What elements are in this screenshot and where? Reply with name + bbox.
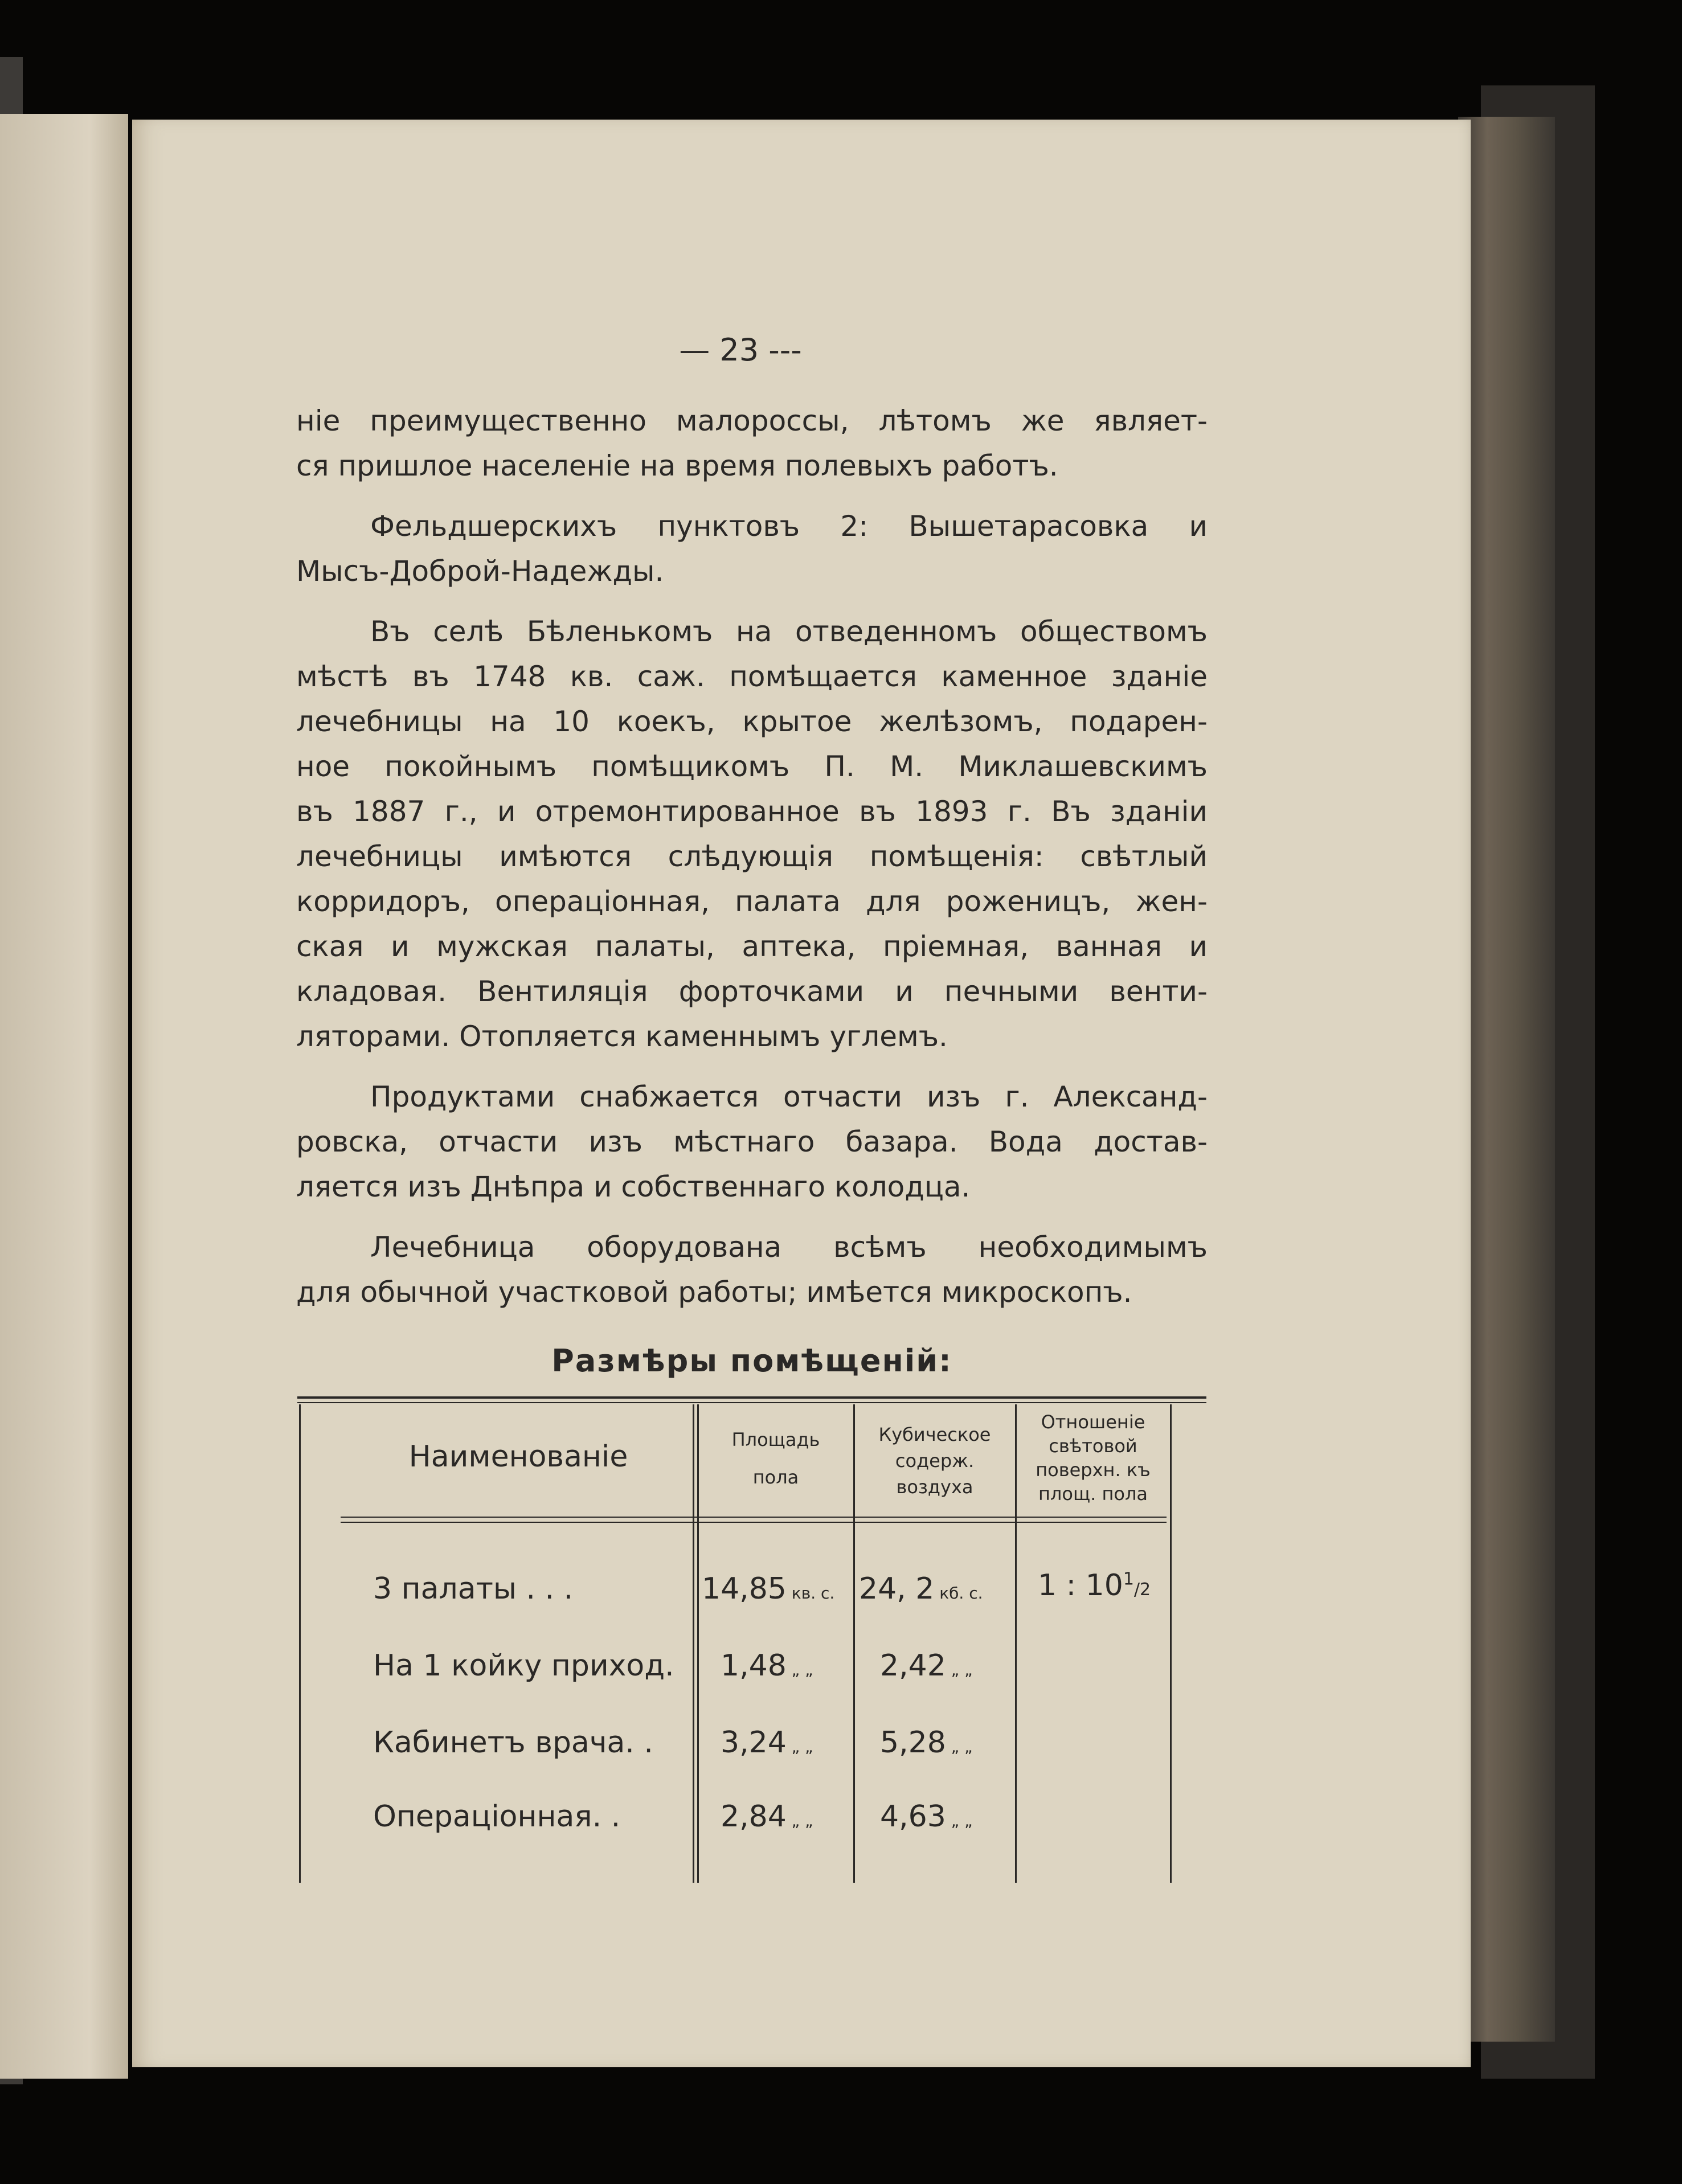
volume-unit: „ „ [946, 1738, 973, 1756]
column-divider [1170, 1404, 1172, 1883]
volume-value: 24, 2 [859, 1572, 935, 1606]
column-divider [693, 1404, 694, 1883]
column-divider [697, 1404, 699, 1883]
table-rule [297, 1396, 1206, 1399]
text-line: лечебницы имѣются слѣдующія помѣщенія: свѣтлый [296, 840, 1208, 873]
text-line: Фельдшерскихъ пунктовъ 2: Вышетарасовка и [370, 510, 1208, 543]
text-line: ровска, отчасти изъ мѣстнаго базара. Вода достав- [296, 1125, 1208, 1158]
column-divider [1015, 1404, 1017, 1883]
row-area [721, 1649, 813, 1683]
text-line: лечебницы на 10 коекъ, крытое желѣзомъ, подарен- [296, 705, 1208, 738]
row-area [721, 1800, 813, 1834]
area-value: 14,85 [702, 1572, 787, 1606]
text-line: для обычной участковой работы; имѣется микроскопъ. [296, 1276, 1132, 1309]
row-name: Кабинетъ врача. . [373, 1726, 653, 1760]
area-unit: „ „ [786, 1812, 813, 1830]
row-name: Операціонная. . [373, 1800, 621, 1834]
text-line: мѣстѣ въ 1748 кв. саж. помѣщается каменное зданіе [296, 660, 1208, 693]
page-block-edges [1458, 117, 1555, 2042]
text-line: Мысъ-Доброй-Надежды. [296, 555, 664, 588]
table-title: Размѣры помѣщеній: [551, 1343, 952, 1379]
header-ratio-line: свѣтовой [1049, 1435, 1137, 1457]
area-unit: „ „ [786, 1738, 813, 1756]
text-line: ская и мужская палаты, аптека, пріемная, ванная и [296, 930, 1208, 963]
volume-value: 5,28 [880, 1726, 946, 1760]
text-line: ніе преимущественно малороссы, лѣтомъ же являет- [296, 404, 1208, 437]
ratio-sub: /2 [1133, 1580, 1151, 1600]
table-rule [297, 1402, 1206, 1403]
volume-value: 2,42 [880, 1649, 946, 1683]
text-line: Лечебница оборудована всѣмъ необходимымъ [370, 1231, 1208, 1264]
text-line: кладовая. Вентиляція форточками и печными венти- [296, 975, 1208, 1008]
area-value: 2,84 [721, 1800, 787, 1834]
area-unit: кв. с. [786, 1584, 835, 1603]
header-ratio-line: поверхн. къ [1036, 1459, 1151, 1481]
page-number: — 23 --- [679, 332, 802, 368]
text-line: ляторами. Отопляется каменнымъ углемъ. [296, 1020, 948, 1053]
text-line: Въ селѣ Бѣленькомъ на отведенномъ обществомъ [370, 615, 1208, 648]
header-rule [341, 1517, 1167, 1518]
row-ratio [1038, 1568, 1151, 1603]
row-volume [859, 1572, 983, 1606]
header-ratio-line: Отношеніе [1041, 1411, 1145, 1433]
header-ratio-line: площ. пола [1038, 1483, 1148, 1505]
row-volume [880, 1800, 973, 1834]
row-area [702, 1572, 834, 1606]
area-value: 3,24 [721, 1726, 787, 1760]
volume-value: 4,63 [880, 1800, 946, 1834]
volume-unit: „ „ [946, 1812, 973, 1830]
header-rule [341, 1522, 1167, 1523]
area-unit: „ „ [786, 1661, 813, 1679]
text-line: ся пришлое населеніе на время полевыхъ работъ. [296, 449, 1058, 482]
column-divider [853, 1404, 855, 1883]
volume-unit: кб. с. [934, 1584, 983, 1603]
header-area-line: Площадь [731, 1429, 820, 1450]
row-name: На 1 койку приход. [373, 1649, 674, 1683]
row-area [721, 1726, 813, 1760]
row-volume [880, 1649, 973, 1683]
column-divider [299, 1404, 301, 1883]
header-area-line: пола [752, 1466, 799, 1488]
header-volume-line: Кубическое [878, 1424, 991, 1445]
left-page-edge [0, 114, 128, 2079]
body-text [296, 399, 1208, 1315]
ratio-sup: 1 [1123, 1569, 1134, 1589]
header-ratio [1017, 1410, 1169, 1506]
header-volume-line: воздуха [896, 1476, 973, 1498]
text-line: корридоръ, операціонная, палата для роженицъ, жен- [296, 885, 1208, 918]
header-area [699, 1425, 852, 1491]
row-name: 3 палаты . . . [373, 1572, 574, 1606]
header-volume-line: содерж. [895, 1450, 975, 1472]
text-line: ляется изъ Днѣпра и собственнаго колодца. [296, 1170, 971, 1203]
text-line: въ 1887 г., и отремонтированное въ 1893 г. Въ зданіи [296, 795, 1208, 828]
text-line: Продуктами снабжается отчасти изъ г. Александ- [370, 1080, 1208, 1113]
area-value: 1,48 [721, 1649, 787, 1683]
row-volume [880, 1726, 973, 1760]
ratio-value: 1 : 10 [1038, 1568, 1123, 1603]
text-line: ное покойнымъ помѣщикомъ П. М. Миклашевскимъ [296, 750, 1208, 783]
header-volume [856, 1421, 1014, 1500]
volume-unit: „ „ [946, 1661, 973, 1679]
header-name: Наименованіе [408, 1440, 628, 1474]
